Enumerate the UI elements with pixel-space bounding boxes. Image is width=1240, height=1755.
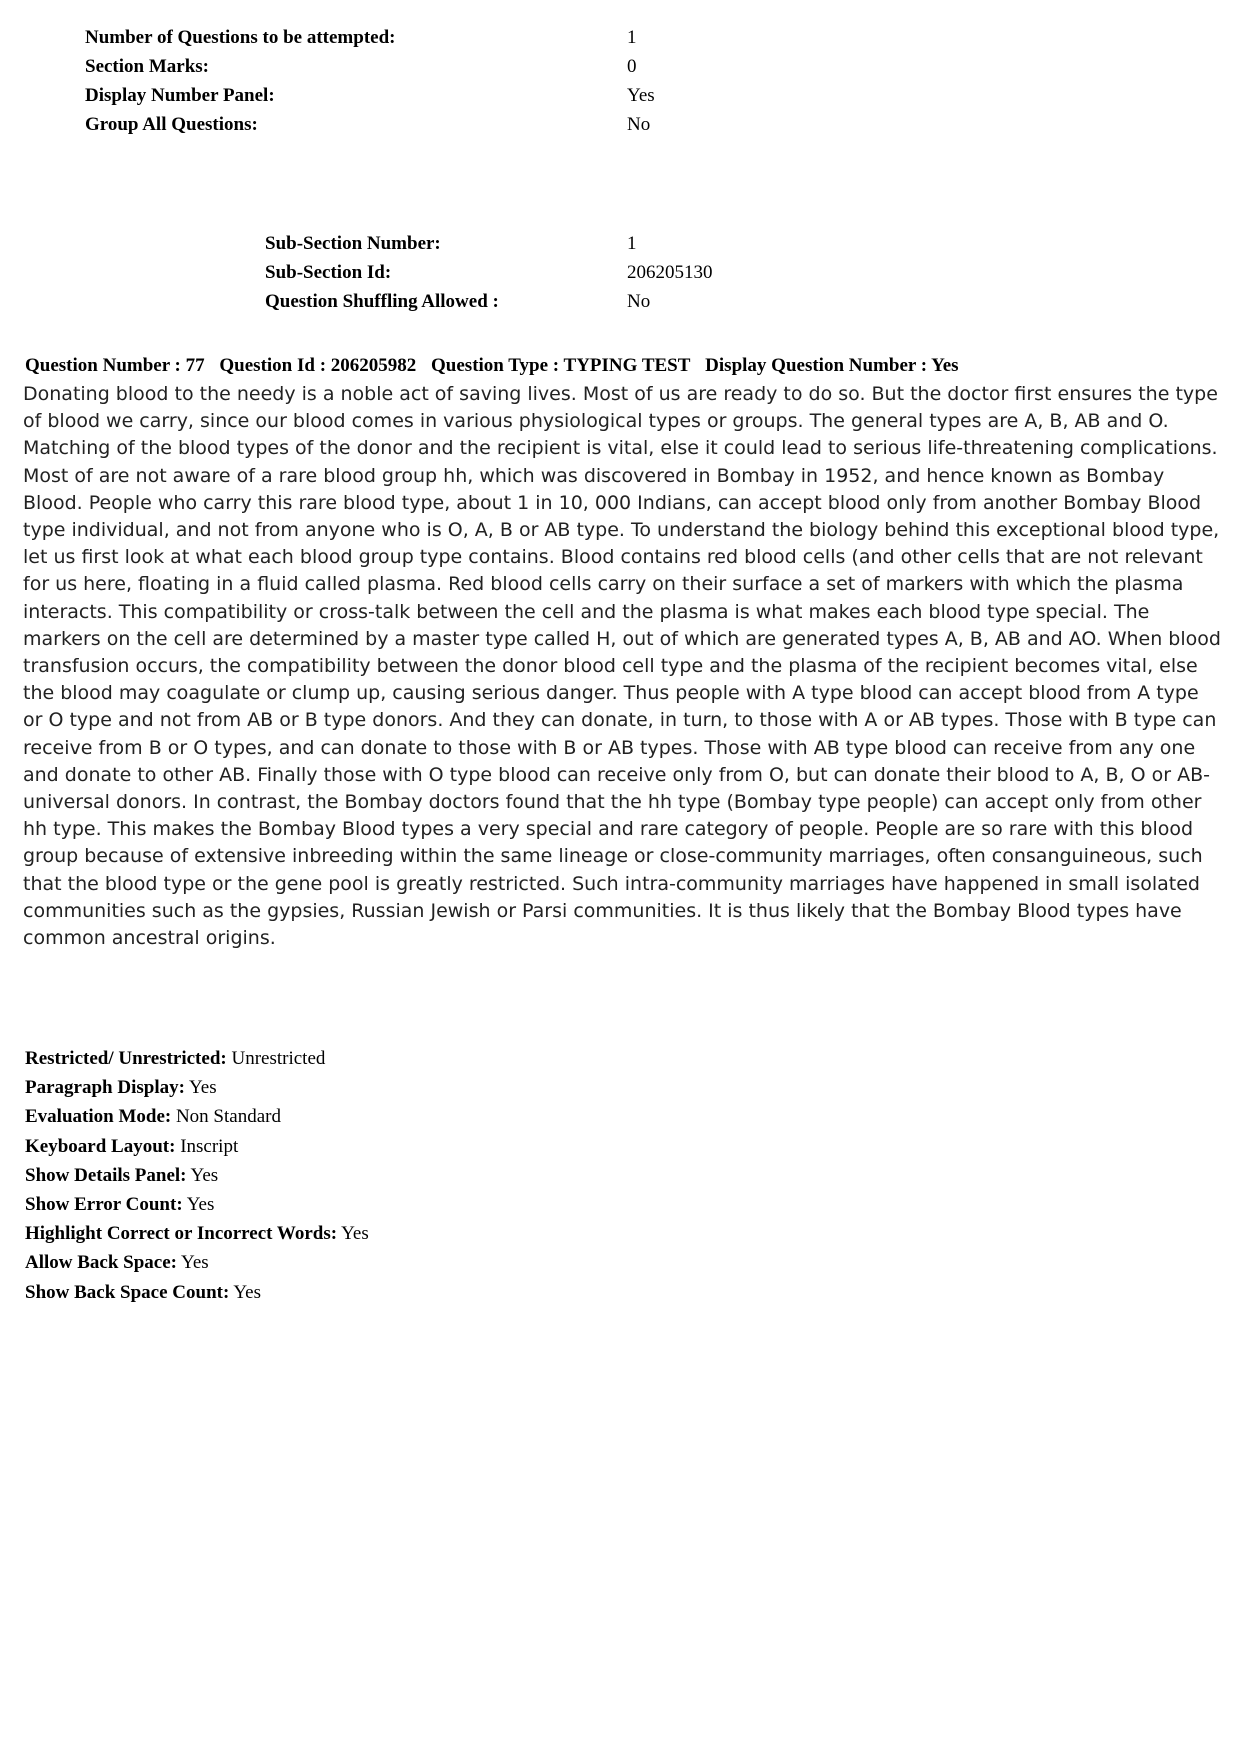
- setting-value: Yes: [190, 1164, 219, 1186]
- section-value: Yes: [627, 85, 655, 106]
- setting-value: Yes: [181, 1252, 209, 1274]
- setting-label: Show Details Panel:: [25, 1164, 187, 1186]
- question-number: Question Number : 77: [25, 355, 205, 376]
- setting-label: Paragraph Display:: [25, 1077, 185, 1099]
- section-value: 0: [627, 56, 637, 77]
- setting-label: Show Back Space Count:: [25, 1281, 230, 1303]
- section-label: Group All Questions:: [85, 114, 258, 135]
- subsection-row-shuffling: [265, 287, 713, 316]
- section-label: Display Number Panel:: [85, 85, 275, 106]
- setting-value: Yes: [233, 1281, 261, 1303]
- section-value: 1: [627, 27, 637, 48]
- setting-show-error-count: [25, 1190, 369, 1219]
- setting-label: Show Error Count:: [25, 1194, 183, 1216]
- setting-label: Evaluation Mode:: [25, 1106, 172, 1128]
- setting-label: Restricted/ Unrestricted:: [25, 1048, 227, 1069]
- setting-value: Inscript: [180, 1135, 239, 1157]
- subsection-value: 206205130: [627, 262, 713, 283]
- display-question-number: Display Question Number : Yes: [705, 355, 959, 376]
- setting-value: Yes: [186, 1194, 215, 1216]
- subsection-label: Question Shuffling Allowed :: [265, 291, 499, 312]
- section-info-table: [85, 23, 655, 139]
- setting-show-back-space-count: [25, 1278, 369, 1307]
- section-row-group-all-questions: [85, 110, 655, 139]
- setting-value: Unrestricted: [231, 1048, 326, 1069]
- setting-keyboard-layout: [25, 1132, 369, 1161]
- setting-allow-back-space: [25, 1248, 369, 1277]
- section-row-display-number-panel: [85, 81, 655, 110]
- subsection-label: Sub-Section Number:: [265, 233, 441, 254]
- setting-paragraph-display: [25, 1073, 369, 1102]
- question-id: Question Id : 206205982: [219, 355, 417, 376]
- setting-evaluation-mode: [25, 1102, 369, 1131]
- section-row-marks: [85, 52, 655, 81]
- section-label: Number of Questions to be attempted:: [85, 27, 396, 48]
- subsection-row-id: [265, 258, 713, 287]
- section-row-questions-to-attempt: [85, 23, 655, 52]
- setting-restricted: [25, 1044, 369, 1073]
- subsection-value: 1: [627, 233, 637, 254]
- setting-label: Allow Back Space:: [25, 1252, 177, 1274]
- subsection-label: Sub-Section Id:: [265, 262, 392, 283]
- setting-value: Yes: [188, 1077, 217, 1099]
- subsection-row-number: [265, 229, 713, 258]
- setting-label: Highlight Correct or Incorrect Words:: [25, 1223, 338, 1245]
- setting-label: Keyboard Layout:: [25, 1135, 176, 1157]
- section-value: No: [627, 114, 651, 135]
- setting-highlight-words: [25, 1219, 369, 1248]
- subsection-info-table: [265, 229, 713, 316]
- typing-passage: Donating blood to the needy is a noble act of saving lives. Most of us are ready to do so. But the doctor first ensures the type of blood we carry, since our blood comes in various physiological types or groups. The general types are A, B, AB and O. Matching of the blood types of the donor and the recipient is vital, else it could lead to serious life-threatening complications. Most of are not aware of a rare blood group hh, which was discovered in Bombay in 1952, and hence known as Bombay Blood. People who carry this rare blood type, about 1 in 10, 000 Indians, can accept blood only from another Bombay Blood type individual, and not from anyone who is O, A, B or AB type. To understand the biology behind this exceptional blood type, let us first look at what each blood group type contains. Blood contains red blood cells (and other cells that are not relevant for us here, floating in a fluid called plasma. Red blood cells carry on their surface a set of markers with which the plasma interacts. This compatibility or cross-talk between the cell and the plasma is what makes each blood type special. The markers on the cell are determined by a master type called H, out of which are generated types A, B, AB and AO. When blood transfusion occurs, the compatibility between the donor blood cell type and the plasma of the recipient becomes vital, else the blood may coagulate or clump up, causing serious danger. Thus people with A type blood can accept blood from A type or O type and not from AB or B type donors. And they can donate, in turn, to those with A or AB types. Those with B type can receive from B or O types, and can donate to those with B or AB types. Those with AB type blood can receive from any one and donate to other AB. Finally those with O type blood can receive only from O, but can donate their blood to A, B, O or AB- universal donors. In contrast, the Bombay doctors found that the hh type (Bombay type people) can accept only from other hh type. This makes the Bombay Blood types a very special and rare category of people. People are so rare with this blood group because of extensive inbreeding within the same lineage or close-community marriages, often consanguineous, such that the blood type or the gene pool is greatly restricted. Such intra-community marriages have happened in small isolated communities such as the gypsies, Russian Jewish or Parsi communities. It is thus likely that the Bombay Blood types have common ancestral origins.: [23, 383, 1221, 950]
- setting-value: Yes: [341, 1223, 369, 1245]
- section-label: Section Marks:: [85, 56, 210, 77]
- subsection-value: No: [627, 291, 651, 312]
- question-header: [25, 351, 969, 380]
- question-type: Question Type : TYPING TEST: [431, 355, 691, 376]
- setting-value: Non Standard: [175, 1106, 281, 1128]
- question-settings-list: [25, 1044, 369, 1307]
- setting-show-details-panel: [25, 1161, 369, 1190]
